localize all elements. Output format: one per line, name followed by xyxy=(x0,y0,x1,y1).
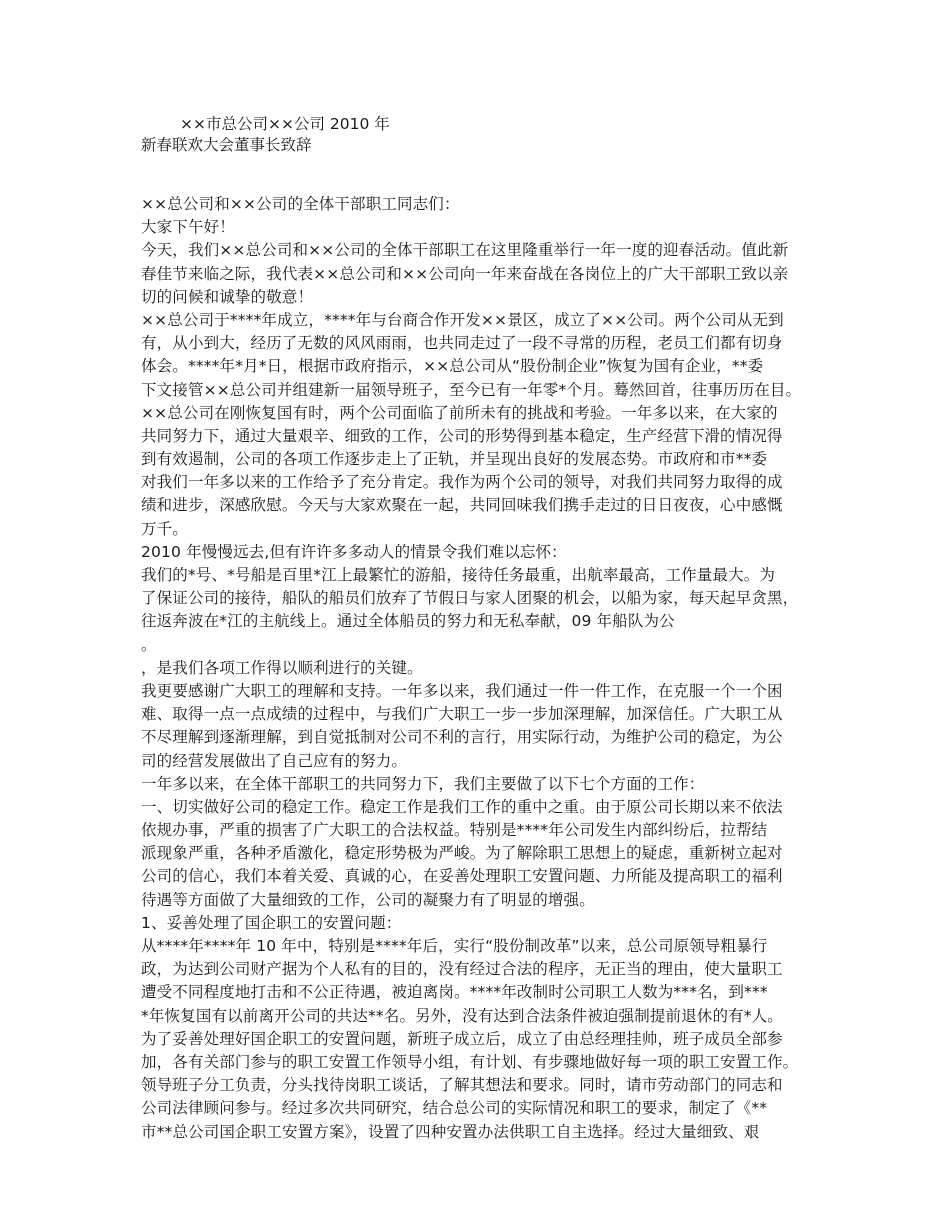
body-text-line: *年恢复国有以前离开公司的共达**名。另外，没有达到合法条件被迫强制提前退休的有*人。 xyxy=(141,1006,783,1025)
body-text-line: 今天，我们××总公司和××公司的全体干部职工在这里隆重举行一年一度的迎春活动。值此新 xyxy=(141,241,789,260)
body-text-line: 春佳节来临之际，我代表××总公司和××公司向一年来奋战在各岗位上的广大干部职工致以亲 xyxy=(141,264,789,283)
body-text-line: ，是我们各项工作得以顺利进行的关键。 xyxy=(141,658,423,677)
body-text-line: 领导班子分工负责，分头找待岗职工谈话，了解其想法和要求。同时，请市劳动部门的同志和 xyxy=(141,1076,783,1095)
document-title-line-1: ××市总公司××公司 2010 年 xyxy=(180,115,390,133)
body-text-line: 大家下午好！ xyxy=(141,218,235,237)
body-text-line: 2010 年慢慢远去,但有许许多多动人的情景令我们难以忘怀： xyxy=(141,542,567,561)
body-text-line: 市**总公司国企职工安置方案》，设置了四种安置办法供职工自主选择。经过大量细致、艰 xyxy=(141,1122,760,1141)
body-text-line: 待遇等方面做了大量细致的工作，公司的凝聚力有了明显的增强。 xyxy=(141,890,595,909)
body-text-line: 派现象严重，各种矛盾激化，稳定形势极为严峻。为了解除职工思想上的疑虑，重新树立起对 xyxy=(141,844,783,863)
body-text-line: 从****年****年 10 年中，特别是****年后，实行“股份制改革”以来，总公司原领导粗暴行 xyxy=(141,937,768,955)
body-text-line: 司的经营发展做出了自己应有的努力。 xyxy=(141,751,408,770)
document-body xyxy=(141,193,821,1144)
body-text-line: 我更要感谢广大职工的理解和支持。一年多以来，我们通过一件一件工作，在克服一个一个困 xyxy=(141,681,783,700)
body-text-line: 到有效遏制，公司的各项工作逐步走上了正轨，并呈现出良好的发展态势。市政府和市**委 xyxy=(141,450,768,469)
document-title-line-2: 新春联欢大会董事长致辞 xyxy=(141,136,312,154)
body-text-line: 下文接管××总公司并组建新一届领导班子，至今已有一年零*个月。蓦然回首，往事历历在目。 xyxy=(141,380,802,399)
body-text-line: 为了妥善处理好国企职工的安置问题，新班子成立后，成立了由总经理挂帅，班子成员全部参 xyxy=(141,1029,783,1048)
body-text-line: 万千。 xyxy=(141,519,188,538)
body-text-line: 了保证公司的接待，船队的船员们放弃了节假日与家人团聚的机会，以船为家，每天起早贪黑， xyxy=(141,589,799,608)
body-text-line: 对我们一年多以来的工作给予了充分肯定。我作为两个公司的领导，对我们共同努力取得的成 xyxy=(141,473,783,492)
body-text-line: 遭受不同程度地打击和不公正待遇，被迫离岗。****年改制时公司职工人数为***名，到*** xyxy=(141,983,768,1002)
body-text-line: ××总公司和××公司的全体干部职工同志们： xyxy=(141,195,460,213)
body-text-line: ××总公司在刚恢复国有时，两个公司面临了前所未有的挑战和考验。一年多以来，在大家的 xyxy=(141,403,778,422)
body-text-line: 切的问候和诚挚的敬意！ xyxy=(141,287,314,306)
body-text-line: 公司法律顾问参与。经过多次共同研究，结合总公司的实际情况和职工的要求，制定了《** xyxy=(141,1099,768,1118)
body-text-line: 1、妥善处理了国企职工的安置问题： xyxy=(141,913,402,932)
body-text-line: 一、切实做好公司的稳定工作。稳定工作是我们工作的重中之重。由于原公司长期以来不依法 xyxy=(141,797,783,816)
body-text-line: 不尽理解到逐渐理解，到自觉抵制对公司不利的言行，用实际行动，为维护公司的稳定，为公 xyxy=(141,728,783,747)
body-text-line: 往返奔波在*江的主航线上。通过全体船员的努力和无私奉献，09 年船队为公 xyxy=(141,612,675,631)
body-text-line: 。 xyxy=(141,635,157,654)
body-text-line: 政，为达到公司财产据为个人私有的目的，没有经过合法的程序，无正当的理由，使大量职工 xyxy=(141,960,783,979)
body-text-line: 我们的*号、*号船是百里*江上最繁忙的游船，接待任务最重，出航率最高，工作量最大。为 xyxy=(141,566,776,584)
body-text-line: 体会。****年*月*日，根据市政府指示，××总公司从“股份制企业”恢复为国有企业，**委 xyxy=(141,357,764,376)
body-text-line: 公司的信心，我们本着关爱、真诚的心，在妥善处理职工安置问题、力所能及提高职工的福利 xyxy=(141,867,783,886)
body-text-line: ××总公司于****年成立，****年与台商合作开发××景区，成立了××公司。两个公司从无到 xyxy=(141,310,784,329)
body-text-line: 绩和进步，深感欣慰。今天与大家欢聚在一起，共同回味我们携手走过的日日夜夜，心中感慨 xyxy=(141,496,783,515)
body-text-line: 共同努力下，通过大量艰辛、细致的工作，公司的形势得到基本稳定，生产经营下滑的情况得 xyxy=(141,426,783,445)
body-text-line: 有，从小到大，经历了无数的风风雨雨，也共同走过了一段不寻常的历程，老员工们都有切身 xyxy=(141,334,783,353)
body-text-line: 依规办事，严重的损害了广大职工的合法权益。特别是****年公司发生内部纠纷后，拉帮结 xyxy=(141,821,768,840)
body-text-line: 加，各有关部门参与的职工安置工作领导小组，有计划、有步骤地做好每一项的职工安置工作。 xyxy=(141,1052,799,1071)
body-text-line: 难、取得一点一点成绩的过程中，与我们广大职工一步一步加深理解，加深信任。广大职工从 xyxy=(141,705,783,724)
body-text-line: 一年多以来，在全体干部职工的共同努力下，我们主要做了以下七个方面的工作： xyxy=(141,774,705,793)
